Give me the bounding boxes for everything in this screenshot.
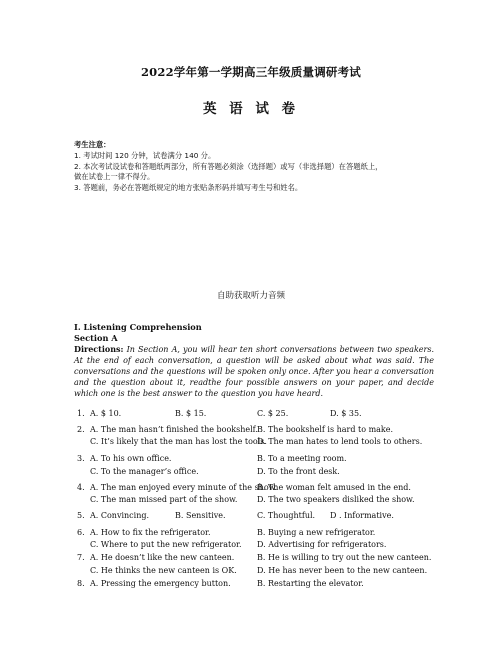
- option-d: D. Advertising for refrigerators.: [257, 540, 387, 549]
- notice-item: 1. 考试时间 120 分钟，试卷满分 140 分。: [74, 150, 216, 160]
- question-number: 7.: [77, 553, 85, 562]
- option-a: A. Pressing the emergency button.: [90, 579, 231, 588]
- question-number: 5.: [77, 511, 85, 520]
- option-b: B. The woman felt amused in the end.: [257, 483, 411, 492]
- option-a: A. How to fix the refrigerator.: [90, 528, 211, 537]
- option-d: D. To the front desk.: [257, 467, 340, 476]
- option-b: B. He is willing to try out the new canteen.: [257, 553, 432, 562]
- option-b: B. Buying a new refrigerator.: [257, 528, 376, 537]
- notice-heading: 考生注意：: [74, 140, 111, 149]
- audio-link[interactable]: 自助获取听力音频: [216, 291, 285, 301]
- section-subtitle: Section A: [74, 333, 118, 343]
- option-a: A. $ 10.: [90, 409, 122, 418]
- notice-item: 做在试卷上一律不得分。: [74, 172, 155, 182]
- candidate-notice: [74, 140, 434, 194]
- option-a: A. Convincing.: [90, 511, 150, 520]
- section-title: I. Listening Comprehension: [74, 322, 202, 332]
- question-number: 8.: [77, 579, 85, 588]
- option-a: A. The man enjoyed every minute of the show.: [90, 483, 278, 492]
- subject-title: 英 语 试 卷: [202, 101, 300, 117]
- directions-label: Directions:: [74, 344, 124, 354]
- option-d: D . Informative.: [330, 511, 394, 520]
- option-c: C. Where to put the new refrigerator.: [90, 540, 242, 549]
- option-a: A. To his own office.: [90, 454, 172, 463]
- option-a: A. The man hasn’t finished the bookshelf.: [90, 425, 258, 434]
- option-b: B. Restarting the elevator.: [257, 579, 364, 588]
- option-d: D. He has never been to the new canteen.: [257, 566, 428, 575]
- option-c: C. $ 25.: [257, 409, 289, 418]
- exam-title: 2022学年第一学期高三年级质量调研考试: [140, 65, 361, 79]
- option-a: A. He doesn’t like the new canteen.: [90, 553, 235, 562]
- option-d: D. The two speakers disliked the show.: [257, 495, 415, 504]
- question-number: 6.: [77, 528, 85, 537]
- option-c: C. It’s likely that the man has lost the tools.: [90, 437, 267, 446]
- question-number: 2.: [77, 425, 85, 434]
- directions-text: In Section A, you will hear ten short conversations between two speakers. At the end of each conversation, a question will be asked about what was said. The conversations and the questions will be spoken only once. After you hear a conversation and the question about it, readthe four possible answers on your paper, and decide which one is the best answer to the question you have heard.: [74, 345, 434, 398]
- question-number: 4.: [77, 483, 85, 492]
- question-number: 3.: [77, 454, 85, 463]
- question-number: 1.: [77, 409, 85, 418]
- option-b: B. $ 15.: [175, 409, 207, 418]
- option-c: C. Thoughtful.: [257, 511, 316, 520]
- option-c: C. The man missed part of the show.: [90, 495, 238, 504]
- option-b: B. The bookshelf is hard to make.: [257, 425, 394, 434]
- option-c: C. To the manager’s office.: [90, 467, 199, 476]
- option-d: D. The man hates to lend tools to others.: [257, 437, 423, 446]
- option-c: C. He thinks the new canteen is OK.: [90, 566, 237, 575]
- notice-item: 3. 答题前，务必在答题纸规定的地方张贴条形码并填写考生号和姓名。: [74, 183, 303, 193]
- notice-item: 2. 本次考试设试卷和答题纸两部分，所有答题必须涂（选择题）或写（非选择题）在答题纸上，: [74, 161, 383, 171]
- option-b: B. Sensitive.: [175, 511, 226, 520]
- directions: [74, 344, 434, 399]
- option-b: B. To a meeting room.: [257, 454, 347, 463]
- option-d: D. $ 35.: [330, 409, 362, 418]
